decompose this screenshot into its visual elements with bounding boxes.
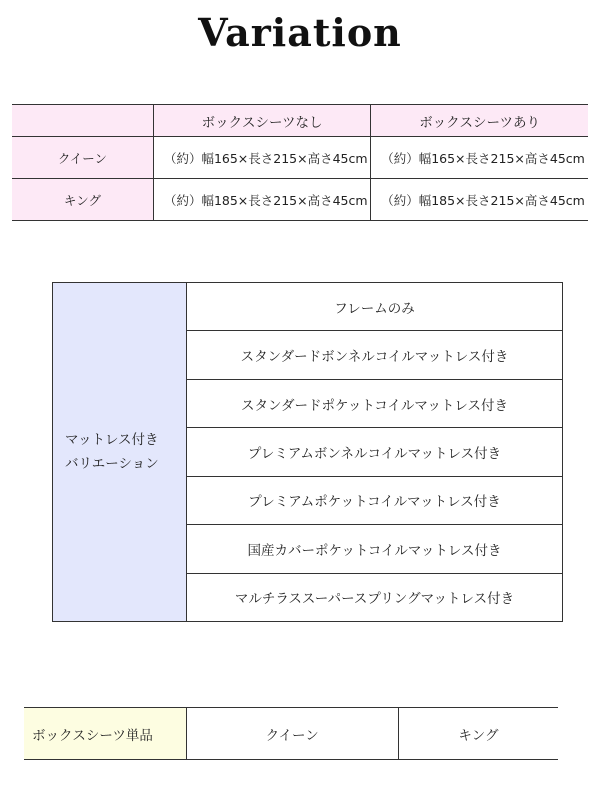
header-no-sheet: ボックスシーツなし [153,105,370,137]
table-row [12,179,588,221]
variation-item: スタンダードボンネルコイルマットレス付き [187,331,563,379]
box-sheet-option-queen: クイーン [186,708,398,760]
size-label-king: キング [12,179,153,221]
variation-label-line1: マットレス付き [65,432,159,448]
variation-label-line2: バリエーション [65,456,159,472]
variation-item: マルチラススーパースプリングマットレス付き [234,591,515,608]
table-row [12,137,588,179]
size-table-header-row [12,105,588,137]
header-with-sheet: ボックスシーツあり [371,105,588,137]
king-no-sheet-dims: （約）幅185×長さ215×高さ45cm [153,179,370,221]
queen-with-sheet-dims: （約）幅165×長さ215×高さ45cm [371,137,588,179]
variation-item: プレミアムボンネルコイルマットレス付き [187,428,563,476]
variation-item: 国産カバーポケットコイルマットレス付き [187,525,563,573]
variation-item: フレームのみ [187,283,563,331]
size-label-queen: クイーン [12,137,153,179]
king-with-sheet-dims: （約）幅185×長さ215×高さ45cm [371,179,588,221]
mattress-variation-table [52,282,563,622]
table-row [24,708,558,760]
variation-label [53,283,187,622]
box-sheet-table [24,707,558,760]
box-sheet-option-king: キング [398,708,558,760]
page-title: Variation [198,10,402,55]
variation-item: プレミアムポケットコイルマットレス付き [187,476,563,524]
size-table-corner [12,105,153,137]
variation-item: スタンダードポケットコイルマットレス付き [187,379,563,427]
box-sheet-label: ボックスシーツ単品 [24,708,186,760]
size-table [12,104,588,221]
queen-no-sheet-dims: （約）幅165×長さ215×高さ45cm [153,137,370,179]
